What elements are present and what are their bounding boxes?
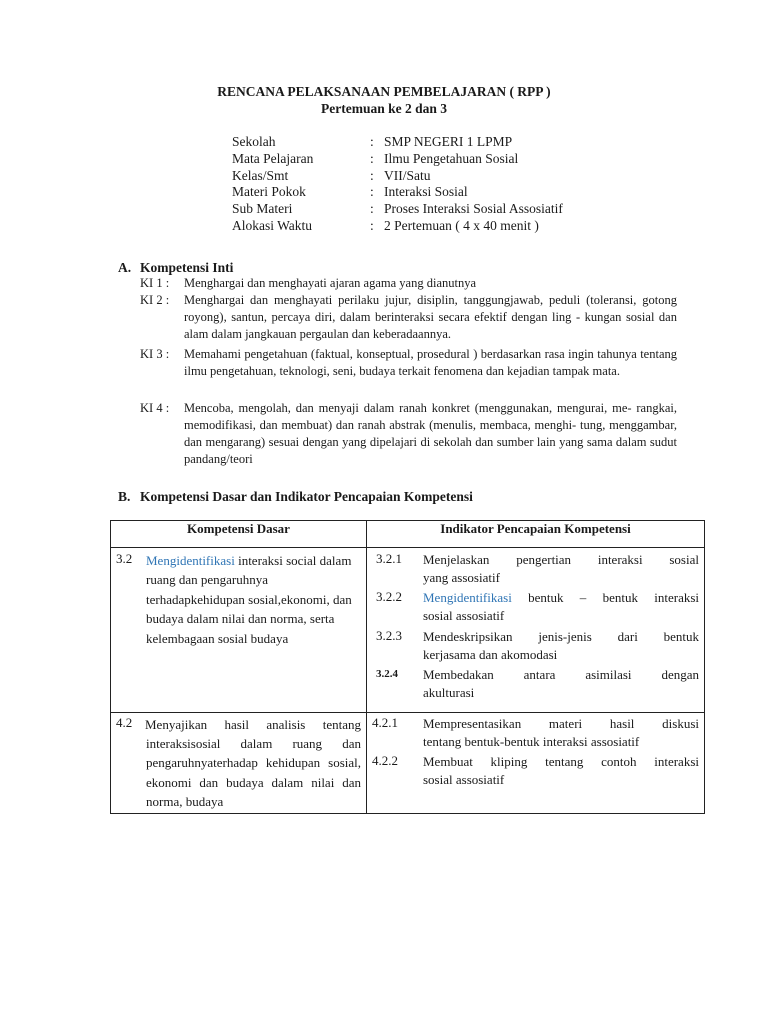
info-row-alokasi-waktu xyxy=(232,218,563,235)
indicator-line2: tentang bentuk-bentuk interaksi assosiatif xyxy=(423,734,640,749)
info-row-sub-materi xyxy=(232,201,563,218)
indicator-line1: Membedakan antara asimilasi dengan xyxy=(423,667,699,682)
indicator-line2: sosial assosiatif xyxy=(423,608,505,623)
indicator-line2: akulturasi xyxy=(423,685,475,700)
indicator-cell xyxy=(367,548,705,713)
info-value: SMP NEGERI 1 LPMP xyxy=(384,134,513,149)
indicator-text xyxy=(423,666,699,702)
ki-text: Menghargai dan menghayati ajaran agama yang dianutnya xyxy=(184,276,477,290)
section-title: Kompetensi Dasar dan Indikator Pencapaian Kompetensi xyxy=(140,489,473,504)
info-label: Sub Materi xyxy=(232,201,293,217)
info-label: Kelas/Smt xyxy=(232,167,289,183)
indicator-line1: Mendeskripsikan jenis-jenis dari bentuk xyxy=(423,629,699,644)
document-subtitle: Pertemuan ke 2 dan 3 xyxy=(321,101,447,116)
indicator-number: 4.2.2 xyxy=(372,753,398,768)
ki-item-3 xyxy=(140,346,677,380)
info-value: Interaksi Sosial xyxy=(384,184,468,200)
table-header-indikator: Indikator Pencapaian Kompetensi xyxy=(367,521,705,548)
info-colon: : xyxy=(370,201,374,217)
kd-text: interaksisosial dalam ruang dan pengaruhnyaterhadap kehidupan sosial, ekonomi dan budaya dalam nilai dan norma, budaya xyxy=(146,736,361,810)
info-colon: : xyxy=(370,184,374,200)
ki-text: Memahami pengetahuan (faktual, konseptual, prosedural ) berdasarkan rasa ingin tahunya tentang ilmu pengetahuan, teknologi, seni, budaya terkait fenomena dan kejadian tampak mata. xyxy=(184,347,677,378)
indicator-text xyxy=(423,551,699,587)
table-row xyxy=(111,713,705,814)
table-header-kd: Kompetensi Dasar xyxy=(111,521,367,548)
info-block xyxy=(232,134,563,235)
indicator-number: 4.2.1 xyxy=(372,715,398,730)
section-title: Kompetensi Inti xyxy=(140,260,234,275)
kd-text xyxy=(146,551,362,648)
info-colon: : xyxy=(370,150,374,166)
kd-indicator-table xyxy=(110,520,705,814)
info-label: Mata Pelajaran xyxy=(232,150,314,166)
info-value: Proses Interaksi Sosial Assosiatif xyxy=(384,201,563,217)
info-row-kelas xyxy=(232,168,563,185)
kd-number: 3.2 xyxy=(116,551,133,566)
info-label: Alokasi Waktu xyxy=(232,217,313,233)
kd-text-first-line: Menyajikan hasil analisis tentang xyxy=(145,717,361,732)
info-row-materi-pokok xyxy=(232,184,563,201)
kd-number: 4.2 xyxy=(116,715,133,730)
info-label: Materi Pokok xyxy=(232,184,306,200)
info-colon: : xyxy=(370,134,374,149)
info-value: 2 Pertemuan ( 4 x 40 menit ) xyxy=(384,217,539,233)
indicator-line2: yang assosiatif xyxy=(423,570,500,585)
ki-item-1 xyxy=(140,275,677,292)
ki-text: Mencoba, mengolah, dan menyaji dalam ranah konkret (menggunakan, mengurai, me- rangkai, memodifikasi, dan membuat) dan ranah abstrak (menulis, membaca, menghi- tung, menggambar, dan mengarang) sesuai dengan yang dipelajari di sekolah dan sumber lain yang sama dalam sudut pandang/teori xyxy=(184,401,677,466)
ki-code: KI 1 : xyxy=(140,276,170,290)
indicator-cell xyxy=(367,713,705,814)
info-row-mata-pelajaran xyxy=(232,151,563,168)
section-heading-kompetensi-inti xyxy=(118,260,233,276)
kd-cell xyxy=(111,713,367,814)
ki-code: KI 3 : xyxy=(140,347,170,361)
kd-cell xyxy=(111,548,367,713)
indicator-number: 3.2.1 xyxy=(376,551,402,566)
indicator-text xyxy=(423,628,699,664)
section-heading-kompetensi-dasar xyxy=(118,489,473,505)
indicator-number: 3.2.4 xyxy=(376,668,398,680)
kd-highlight: Mengidentifikasi xyxy=(146,553,235,568)
indicator-number: 3.2.3 xyxy=(376,628,402,643)
info-value: VII/Satu xyxy=(384,167,431,183)
indicator-text xyxy=(423,715,699,751)
indicator-line1: Menjelaskan pengertian interaksi sosial xyxy=(423,552,699,567)
document-title: RENCANA PELAKSANAAN PEMBELAJARAN ( RPP ) xyxy=(217,84,551,99)
info-label: Sekolah xyxy=(232,134,276,149)
indicator-number: 3.2.2 xyxy=(376,589,402,604)
kd-body: interaksi social dalam ruang dan pengaruhnya terhadapkehidupan sosial,ekonomi, dan budaya dalam nilai dan norma, serta kelembagaan sosial budaya xyxy=(146,553,352,646)
section-letter: B. xyxy=(118,489,131,504)
info-colon: : xyxy=(370,167,374,183)
ki-code: KI 4 : xyxy=(140,401,170,415)
indicator-line1: bentuk – bentuk interaksi xyxy=(528,590,700,605)
info-value: Ilmu Pengetahuan Sosial xyxy=(384,150,519,166)
table-row xyxy=(111,548,705,713)
indicator-highlight: Mengidentifikasi xyxy=(423,590,512,605)
info-colon: : xyxy=(370,217,374,233)
section-letter: A. xyxy=(118,260,132,275)
ki-text: Menghargai dan menghayati perilaku jujur, disiplin, tanggungjawab, peduli (toleransi, gotong royong), santun, percaya diri, dalam berinteraksi secara efektif dengan ling - kungan sosial dan alam dalam jangkauan pergaulan dan keberadaannya. xyxy=(184,293,677,341)
indicator-line2: sosial assosiatif xyxy=(423,772,505,787)
indicator-line1: Membuat kliping tentang contoh interaksi xyxy=(423,754,699,769)
indicator-line1: Mempresentasikan materi hasil diskusi xyxy=(423,716,699,731)
info-row-sekolah xyxy=(232,134,563,151)
ki-item-4 xyxy=(140,400,677,468)
table-header-row xyxy=(111,521,705,548)
indicator-line2: kerjasama dan akomodasi xyxy=(423,647,558,662)
ki-item-2 xyxy=(140,292,677,343)
indicator-text xyxy=(423,753,699,789)
ki-code: KI 2 : xyxy=(140,293,170,307)
indicator-text xyxy=(423,589,699,625)
